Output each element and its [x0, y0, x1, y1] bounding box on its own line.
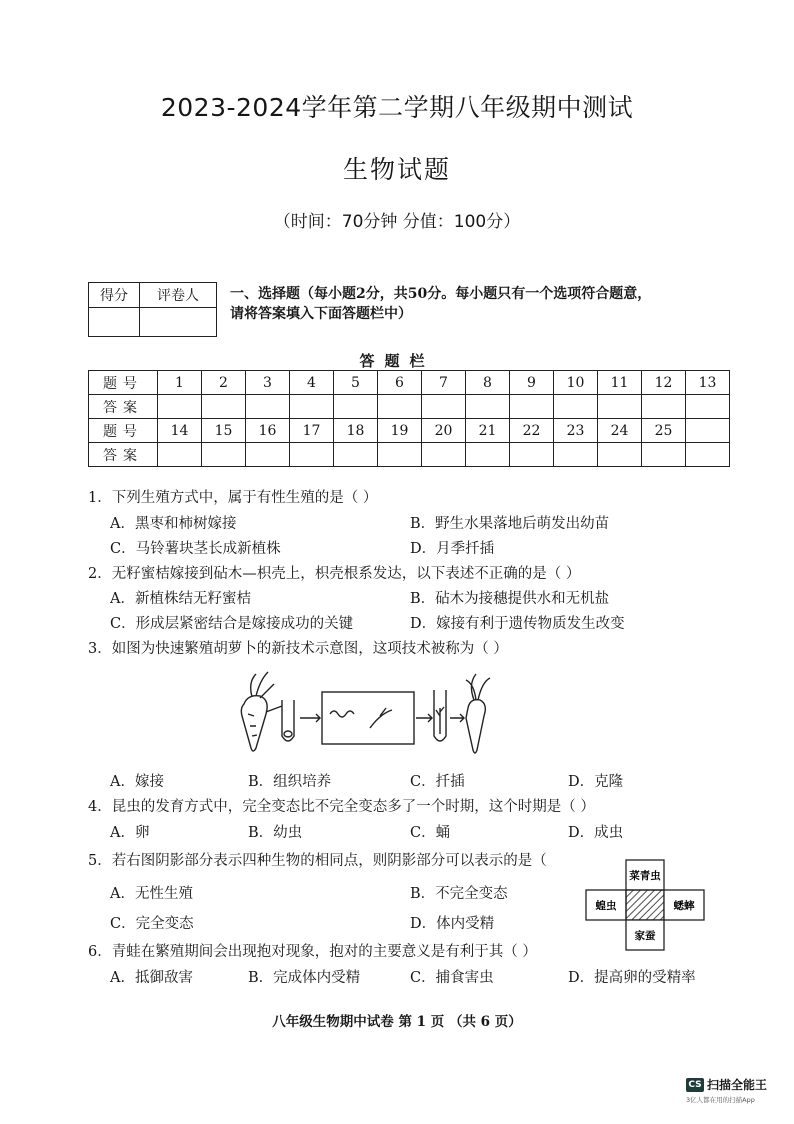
shaded-overlap: [626, 890, 664, 920]
question-2-option-a: A．新植株结无籽蜜桔: [110, 591, 251, 607]
question-number-cell: 25: [642, 419, 686, 443]
answer-row-2: [89, 443, 730, 467]
answer-table: [88, 370, 730, 467]
question-number-cell: 1: [158, 371, 202, 395]
scanner-watermark: [686, 1074, 786, 1104]
row-label: 答案: [89, 395, 158, 419]
exam-info: （时间：70分钟 分值：100分）: [273, 212, 521, 232]
culture-box-icon: [322, 692, 414, 744]
section-heading-line2: 请将答案填入下面答题栏中）: [230, 306, 412, 322]
diagram-label-bottom: 家蚕: [634, 930, 656, 942]
question-4-option-c: C．蛹: [410, 825, 451, 841]
answer-cell[interactable]: [202, 443, 246, 467]
scanner-tagline: 3亿人都在用的扫描App: [686, 1096, 755, 1104]
question-2-option-b: B．砧木为接穗提供水和无机盐: [410, 591, 610, 607]
question-6-option-b: B．完成体内受精: [248, 970, 361, 986]
answer-cell[interactable]: [290, 395, 334, 419]
question-number-cell: 19: [378, 419, 422, 443]
question-number-cell: 7: [422, 371, 466, 395]
question-number-cell: 12: [642, 371, 686, 395]
page-footer: 八年级生物期中试卷 第 1 页 （共 6 页）: [272, 1014, 522, 1030]
question-number-cell: 22: [510, 419, 554, 443]
question-number-cell: 5: [334, 371, 378, 395]
question-number-cell: 11: [598, 371, 642, 395]
question-6-option-d: D．提高卵的受精率: [568, 970, 696, 986]
carrot-culture-diagram: [230, 664, 500, 764]
answer-cell[interactable]: [642, 443, 686, 467]
exam-title: 2023-2024学年第二学期八年级期中测试: [160, 93, 634, 122]
answer-cell[interactable]: [290, 443, 334, 467]
carrot-icon: [241, 696, 267, 751]
question-number-cell: 6: [378, 371, 422, 395]
answer-cell[interactable]: [510, 443, 554, 467]
question-number-cell: 8: [466, 371, 510, 395]
answer-cell[interactable]: [246, 443, 290, 467]
question-6-option-a: A．抵御敌害: [110, 970, 193, 986]
question-5-option-c: C．完全变态: [110, 916, 194, 932]
question-4-option-d: D．成虫: [568, 825, 624, 841]
question-number-cell: 16: [246, 419, 290, 443]
question-5-option-d: D．体内受精: [410, 916, 495, 932]
answer-cell[interactable]: [334, 395, 378, 419]
answer-cell[interactable]: [422, 395, 466, 419]
grader-cell: [140, 308, 217, 337]
question-4-option-a: A．卵: [110, 825, 150, 841]
question-3-stem: 3．如图为快速繁殖胡萝卜的新技术示意图，这项技术被称为（ ）: [88, 641, 508, 657]
question-3-option-d: D．克隆: [568, 774, 624, 790]
question-1-option-a: A．黑枣和柿树嫁接: [110, 516, 237, 532]
answer-cell[interactable]: [334, 443, 378, 467]
question-number-cell: 18: [334, 419, 378, 443]
question-1-stem: 1．下列生殖方式中，属于有性生殖的是（ ）: [88, 490, 378, 506]
question-3-option-a: A．嫁接: [110, 774, 164, 790]
answer-cell[interactable]: [510, 395, 554, 419]
number-row-2: [89, 419, 730, 443]
answer-cell[interactable]: [378, 443, 422, 467]
answer-cell[interactable]: [686, 443, 730, 467]
question-number-cell: 14: [158, 419, 202, 443]
question-1-option-b: B．野生水果落地后萌发出幼苗: [410, 516, 610, 532]
section-heading: [230, 284, 730, 324]
question-5-option-a: A．无性生殖: [110, 886, 193, 902]
question-5-option-b: B．不完全变态: [410, 886, 508, 902]
answer-cell[interactable]: [686, 395, 730, 419]
answer-cell[interactable]: [202, 395, 246, 419]
question-6-option-c: C．捕食害虫: [410, 970, 494, 986]
question-3-option-c: C．扦插: [410, 774, 465, 790]
section-heading-line1: 一、选择题（每小题2分，共50分。每小题只有一个选项符合题意，: [230, 286, 652, 302]
answer-cell[interactable]: [598, 395, 642, 419]
diagram-label-top: 菜青虫: [629, 870, 661, 882]
question-number-cell: 13: [686, 371, 730, 395]
question-2-option-c: C．形成层紧密结合是嫁接成功的关键: [110, 616, 354, 632]
row-label: 题号: [89, 371, 158, 395]
answer-cell[interactable]: [246, 395, 290, 419]
answer-table-caption: 答题栏: [359, 352, 435, 370]
question-4-stem: 4．昆虫的发育方式中，完全变态比不完全变态多了一个时期，这个时期是（ ）: [88, 799, 595, 815]
scanner-logo-icon: CS: [686, 1078, 704, 1092]
question-4-option-b: B．幼虫: [248, 825, 303, 841]
question-5-stem: 5．若右图阴影部分表示四种生物的相同点，则阴影部分可以表示的是（: [88, 853, 547, 869]
answer-cell[interactable]: [554, 443, 598, 467]
scanner-name: 扫描全能王: [707, 1078, 768, 1092]
answer-cell[interactable]: [466, 443, 510, 467]
answer-cell[interactable]: [466, 395, 510, 419]
answer-row-1: [89, 395, 730, 419]
question-2-stem: 2．无籽蜜桔嫁接到砧木—枳壳上，枳壳根系发达，以下表述不正确的是（ ）: [88, 566, 581, 582]
answer-cell[interactable]: [642, 395, 686, 419]
question-number-cell: 4: [290, 371, 334, 395]
question-2-option-d: D．嫁接有利于遗传物质发生改变: [410, 616, 625, 632]
row-label: 答案: [89, 443, 158, 467]
number-row-1: [89, 371, 730, 395]
question-1-option-c: C．马铃薯块茎长成新植株: [110, 541, 281, 557]
answer-cell[interactable]: [158, 443, 202, 467]
score-cell: [89, 308, 140, 337]
diagram-label-left: 蝗虫: [595, 900, 617, 912]
diagram-label-right: 蟋蟀: [673, 900, 695, 912]
answer-cell[interactable]: [598, 443, 642, 467]
grader-label: 评卷人: [140, 283, 217, 308]
question-number-cell: 9: [510, 371, 554, 395]
question-number-cell: 23: [554, 419, 598, 443]
row-label: 题号: [89, 419, 158, 443]
answer-cell[interactable]: [378, 395, 422, 419]
answer-cell[interactable]: [422, 443, 466, 467]
question-3-option-b: B．组织培养: [248, 774, 332, 790]
carrot-icon: [466, 700, 485, 753]
question-1-option-d: D．月季扦插: [410, 541, 495, 557]
cross-diagram: [580, 858, 706, 954]
subject-title: 生物试题: [342, 155, 451, 184]
question-number-cell: 20: [422, 419, 466, 443]
question-number-cell: 2: [202, 371, 246, 395]
answer-cell[interactable]: [554, 395, 598, 419]
question-6-stem: 6．青蛙在繁殖期间会出现抱对现象，抱对的主要意义是有利于其（ ）: [88, 944, 537, 960]
question-number-cell: 15: [202, 419, 246, 443]
question-number-cell: 24: [598, 419, 642, 443]
question-number-cell: 21: [466, 419, 510, 443]
question-number-cell: 3: [246, 371, 290, 395]
question-number-cell: [686, 419, 730, 443]
answer-cell[interactable]: [158, 395, 202, 419]
question-number-cell: 17: [290, 419, 334, 443]
score-box: [88, 282, 217, 337]
score-label: 得分: [89, 283, 140, 308]
question-number-cell: 10: [554, 371, 598, 395]
